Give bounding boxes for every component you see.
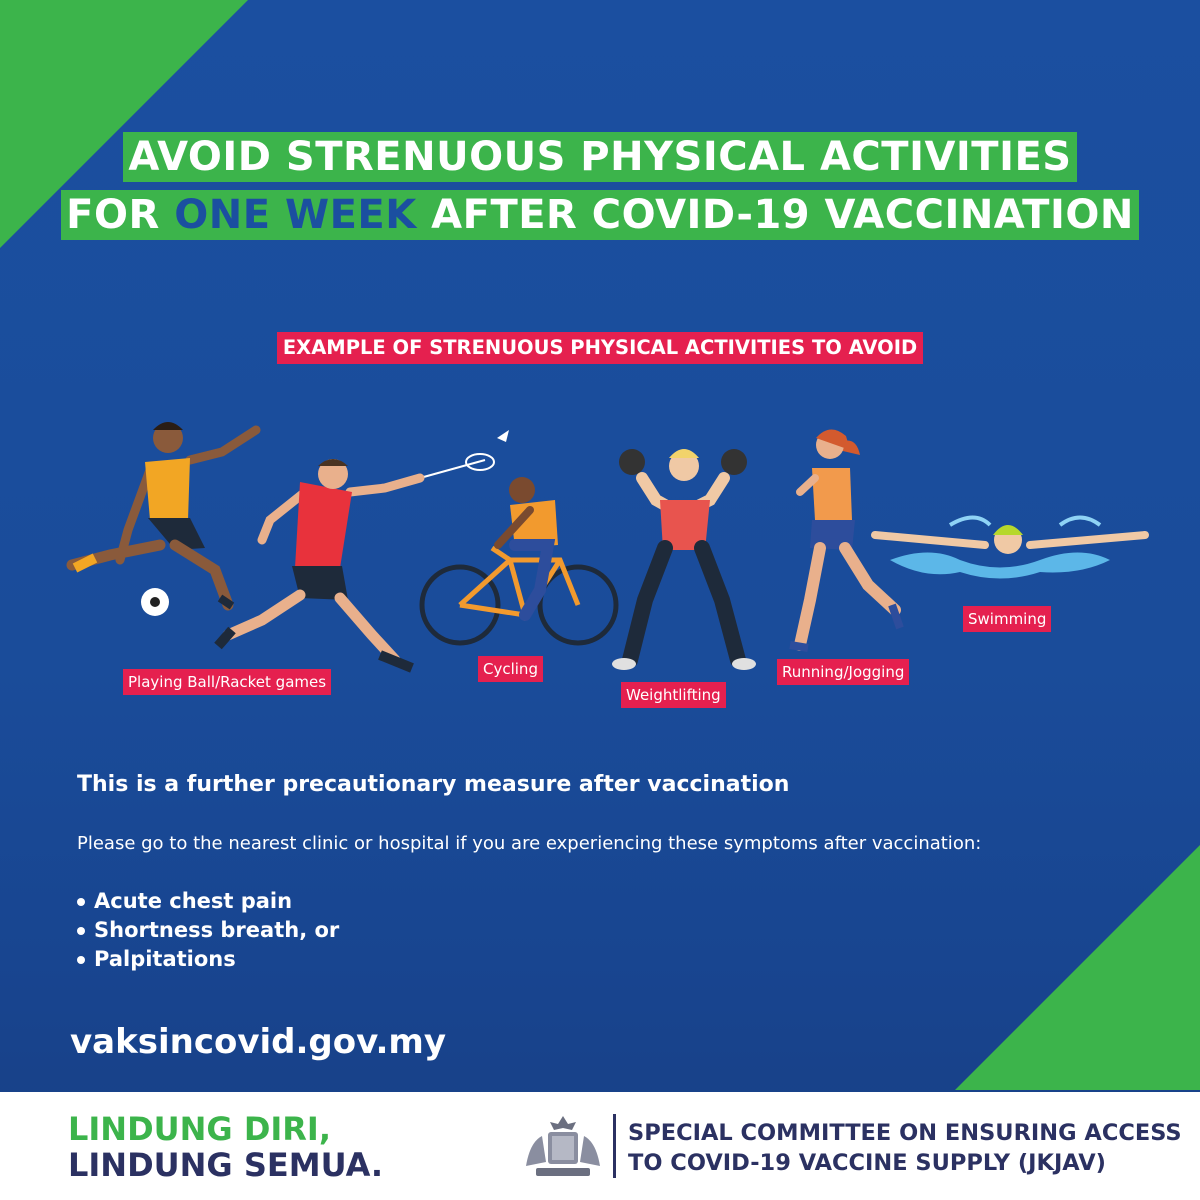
slogan-line-1: LINDUNG DIRI,: [68, 1110, 331, 1148]
precaution-note: This is a further precautionary measure after vaccination: [77, 772, 790, 797]
bullet-icon: [77, 898, 85, 906]
slogan-line-2: LINDUNG SEMUA.: [68, 1146, 384, 1184]
website-link[interactable]: vaksincovid.gov.my: [70, 1022, 446, 1062]
symptom-text: Acute chest pain: [94, 889, 293, 913]
cyclist-illustration: [422, 477, 616, 643]
headline-text-1: AVOID STRENUOUS PHYSICAL ACTIVITIES: [123, 132, 1076, 182]
badminton-player-illustration: [218, 430, 509, 668]
malaysia-coat-of-arms-icon: [516, 1112, 610, 1180]
symptom-list: [77, 887, 339, 974]
activity-label-swimming: Swimming: [963, 606, 1051, 632]
committee-line-1: SPECIAL COMMITTEE ON ENSURING ACCESS: [628, 1120, 1182, 1146]
list-item: [77, 945, 339, 974]
soccer-player-illustration: [72, 422, 256, 616]
activity-label-running: Running/Jogging: [777, 659, 909, 685]
committee-line-2: TO COVID-19 VACCINE SUPPLY (JKJAV): [628, 1150, 1106, 1176]
symptom-text: Shortness breath, or: [94, 918, 340, 942]
activity-label-ball-racket: Playing Ball/Racket games: [123, 669, 331, 695]
list-item: [77, 887, 339, 916]
bullet-icon: [77, 927, 85, 935]
footer-bar: [0, 1092, 1200, 1200]
symptom-instruction: Please go to the nearest clinic or hospital if you are experiencing these symptoms after vaccination:: [77, 833, 982, 854]
bullet-icon: [77, 956, 85, 964]
committee-name: [628, 1118, 1182, 1178]
weightlifter-illustration: [612, 449, 756, 670]
symptom-text: Palpitations: [94, 947, 236, 971]
headline-highlight: ONE WEEK: [174, 192, 417, 238]
swimmer-illustration: [875, 518, 1145, 579]
headline-prefix: FOR: [66, 192, 175, 238]
subheading-text: EXAMPLE OF STRENUOUS PHYSICAL ACTIVITIES TO AVOID: [277, 332, 923, 364]
activity-label-cycling: Cycling: [478, 656, 543, 682]
list-item: [77, 916, 339, 945]
activity-label-weightlifting: Weightlifting: [621, 682, 726, 708]
green-corner-triangle-bottom: [955, 845, 1200, 1090]
headline-suffix: AFTER COVID-19 VACCINATION: [416, 192, 1134, 238]
footer-divider: [613, 1114, 616, 1178]
